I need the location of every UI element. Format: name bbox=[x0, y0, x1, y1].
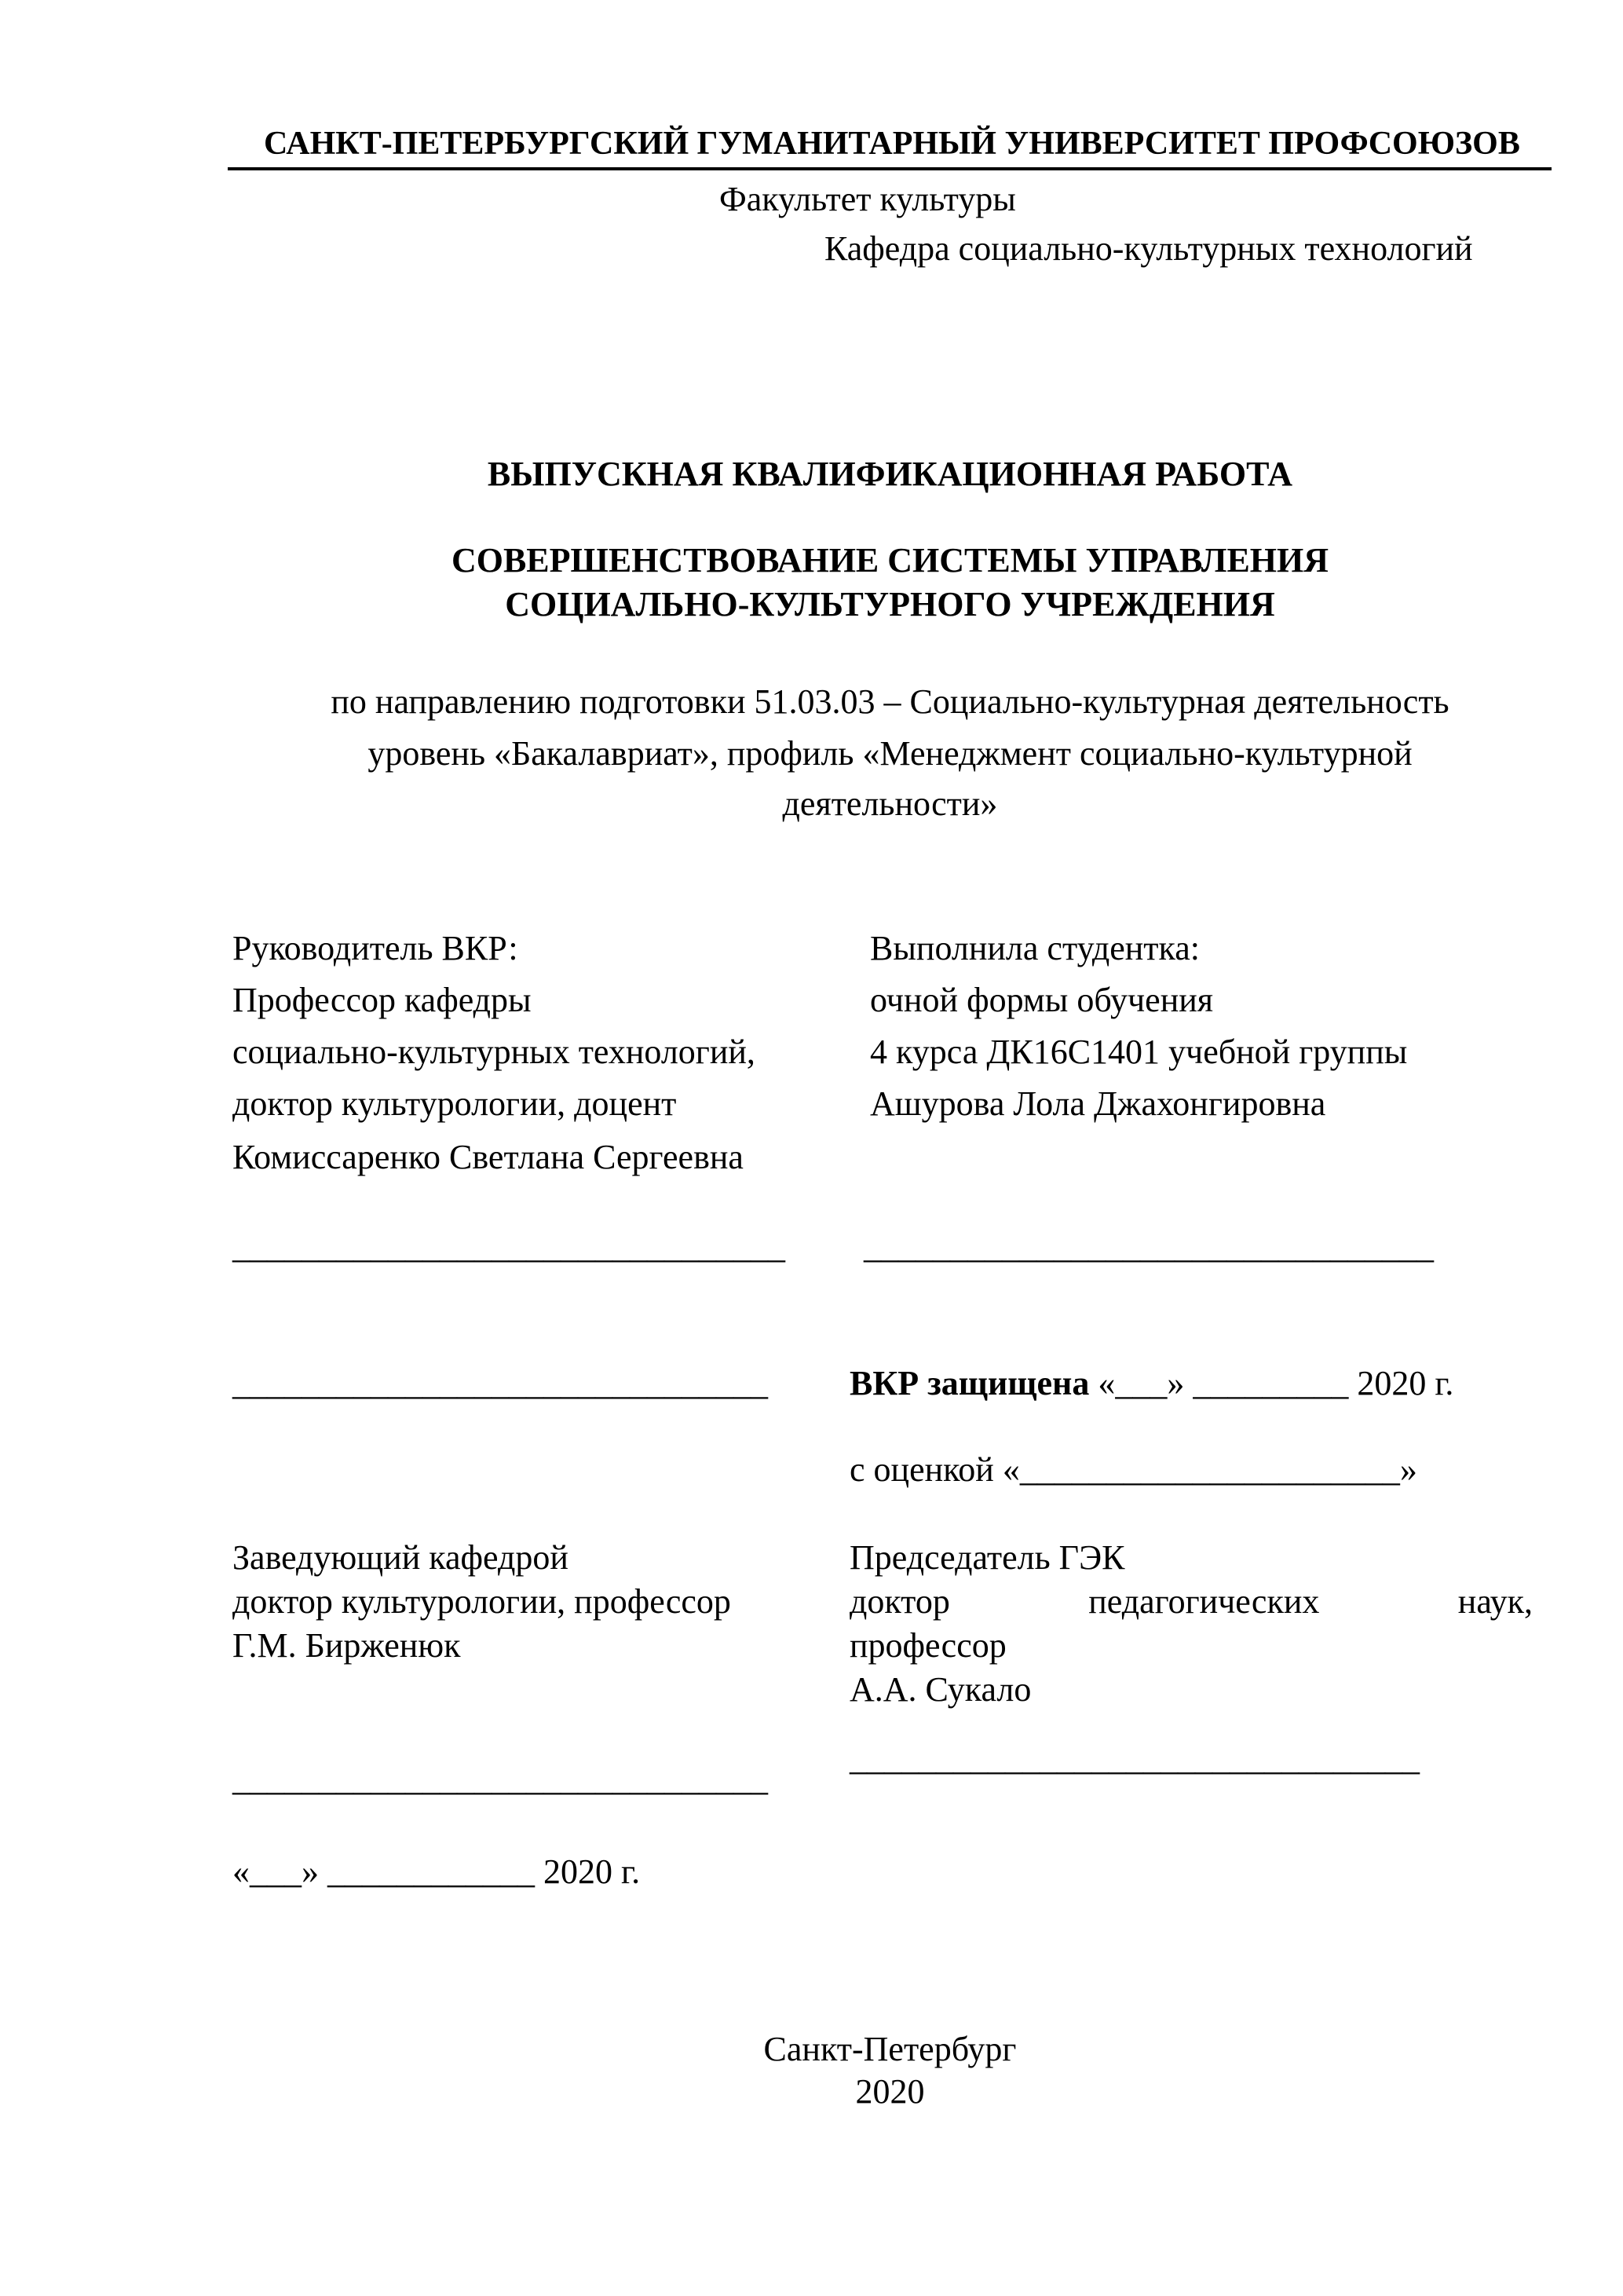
supervisor-signature-line: ________________________________ bbox=[232, 1227, 785, 1266]
defense-left-signature-line: _______________________________ bbox=[232, 1364, 768, 1402]
direction-line-3: деятельности» bbox=[782, 784, 998, 823]
student-name: Ашурова Лола Джахонгировна bbox=[870, 1084, 1326, 1123]
supervisor-heading: Руководитель ВКР: bbox=[232, 929, 518, 967]
head-degree: доктор культурологии, профессор bbox=[232, 1582, 731, 1621]
supervisor-position: Профессор кафедры bbox=[232, 981, 532, 1019]
supervisor-degree: доктор культурологии, доцент bbox=[232, 1084, 677, 1123]
direction-line-1: по направлению подготовки 51.03.03 – Социально-культурная деятельность bbox=[331, 682, 1449, 721]
supervisor-name: Комиссаренко Светлана Сергеевна bbox=[232, 1138, 744, 1176]
supervisor-department: социально-культурных технологий, bbox=[232, 1033, 755, 1071]
gek-degree-word-1: доктор bbox=[850, 1582, 950, 1621]
head-title: Заведующий кафедрой bbox=[232, 1538, 568, 1577]
head-signature-line: _______________________________ bbox=[232, 1760, 768, 1798]
defense-date: «___» _________ 2020 г. bbox=[1089, 1364, 1454, 1402]
student-signature-line: _________________________________ bbox=[864, 1227, 1434, 1266]
faculty-name: Факультет культуры bbox=[719, 180, 1016, 218]
gek-degree-word-3: наук, bbox=[1457, 1582, 1533, 1621]
defense-grade: с оценкой «______________________» bbox=[850, 1450, 1417, 1489]
gek-chair-degree bbox=[850, 1582, 1533, 1621]
footer-year: 2020 bbox=[855, 2072, 925, 2111]
student-group: 4 курса ДК16С1401 учебной группы bbox=[870, 1033, 1408, 1071]
direction-line-2: уровень «Бакалавриат», профиль «Менеджмент социально-культурной bbox=[367, 734, 1413, 773]
footer-city: Санкт-Петербург bbox=[763, 2030, 1017, 2068]
header-divider bbox=[228, 167, 1552, 170]
head-name: Г.М. Бирженюк bbox=[232, 1626, 461, 1665]
student-heading: Выполнила студентка: bbox=[870, 929, 1200, 967]
gek-signature-line: _________________________________ bbox=[850, 1739, 1420, 1778]
work-type-title: ВЫПУСКНАЯ КВАЛИФИКАЦИОННАЯ РАБОТА bbox=[487, 455, 1293, 493]
defense-date-line bbox=[850, 1366, 1453, 1401]
topic-title-line-1: СОВЕРШЕНСТВОВАНИЕ СИСТЕМЫ УПРАВЛЕНИЯ bbox=[451, 541, 1329, 579]
head-signature-date: «___» ____________ 2020 г. bbox=[232, 1852, 641, 1891]
gek-chair-rank: профессор bbox=[850, 1626, 1007, 1665]
university-name: САНКТ-ПЕТЕРБУРГСКИЙ ГУМАНИТАРНЫЙ УНИВЕРСИТЕТ ПРОФСОЮЗОВ bbox=[264, 126, 1520, 162]
department-name: Кафедра социально-культурных технологий bbox=[824, 229, 1473, 268]
gek-chair-title: Председатель ГЭК bbox=[850, 1538, 1125, 1577]
topic-title-line-2: СОЦИАЛЬНО-КУЛЬТУРНОГО УЧРЕЖДЕНИЯ bbox=[505, 585, 1275, 623]
gek-chair-name: А.А. Сукало bbox=[850, 1670, 1032, 1709]
gek-degree-word-2: педагогических bbox=[1088, 1582, 1320, 1621]
student-study-form: очной формы обучения bbox=[870, 981, 1214, 1019]
defense-label: ВКР защищена bbox=[850, 1364, 1090, 1402]
